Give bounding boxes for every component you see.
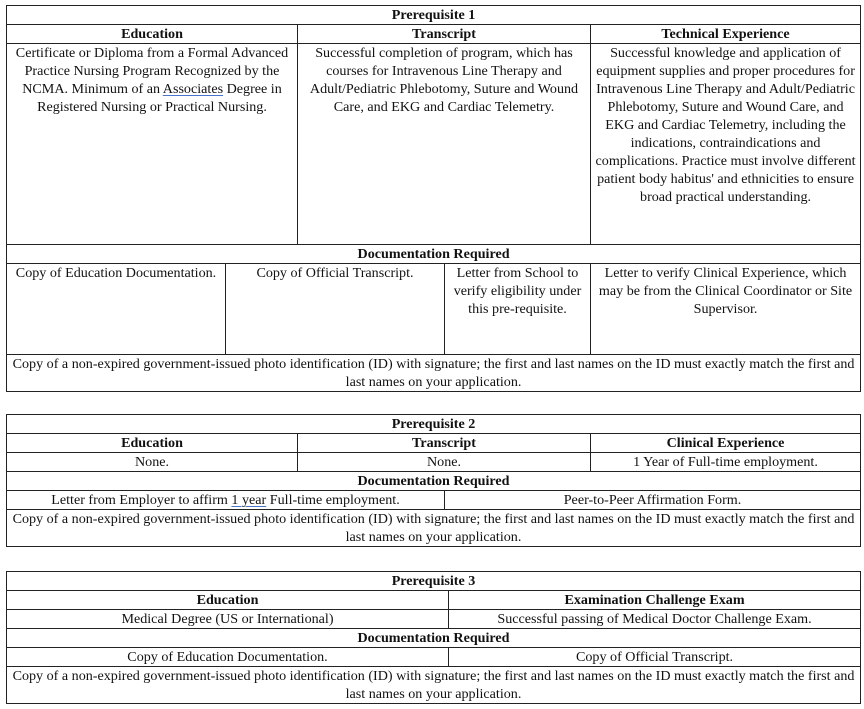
education-header: Education: [7, 434, 298, 453]
technical-experience-requirement: Successful knowledge and application of equipment supplies and proper procedures for Intravenous Line Therapy and Adult/Pediatric Phlebotomy, Suture and Wound Care, and EKG and Cardiac Telemetry, including the indications, contraindications and complications. Practice must involve different patient body habitus' and ethnicities to ensure broad practical understanding.: [591, 44, 861, 245]
doc-school-letter: Letter from School to verify eligibility under this pre-requisite.: [445, 264, 591, 355]
one-year-link: 1 year: [231, 492, 267, 508]
clinical-experience-value: 1 Year of Full-time employment.: [591, 453, 861, 472]
doc-education: Copy of Education Documentation.: [7, 264, 226, 355]
prerequisite-3-title: Prerequisite 3: [7, 572, 861, 591]
doc-clinical-letter: Letter to verify Clinical Experience, which may be from the Clinical Coordinator or Site Supervisor.: [591, 264, 861, 355]
technical-experience-header: Technical Experience: [591, 25, 861, 44]
education-header: Education: [7, 25, 298, 44]
documentation-required-header: Documentation Required: [7, 472, 861, 491]
doc-education: Copy of Education Documentation.: [7, 648, 449, 667]
prerequisite-1-title: Prerequisite 1: [7, 6, 861, 25]
transcript-header: Transcript: [298, 434, 591, 453]
education-value: None.: [7, 453, 298, 472]
id-requirement: Copy of a non-expired government-issued photo identification (ID) with signature; the first and last names on the ID must exactly match the first and last names on your application.: [7, 510, 861, 547]
documentation-required-header: Documentation Required: [7, 245, 861, 264]
doc-employer-letter: Letter from Employer to affirm 1 year Full-time employment.: [7, 491, 445, 510]
prerequisite-3-table: [6, 571, 860, 704]
education-header: Education: [7, 591, 449, 610]
clinical-experience-header: Clinical Experience: [591, 434, 861, 453]
doc-peer-form: Peer-to-Peer Affirmation Form.: [445, 491, 861, 510]
associates-link: Associates: [162, 81, 224, 97]
education-value: Medical Degree (US or International): [7, 610, 449, 629]
prerequisite-2-title: Prerequisite 2: [7, 415, 861, 434]
exam-value: Successful passing of Medical Doctor Challenge Exam.: [449, 610, 861, 629]
documentation-required-header: Documentation Required: [7, 629, 861, 648]
education-requirement: Certificate or Diploma from a Formal Advanced Practice Nursing Program Recognized by the NCMA. Minimum of an Associates Degree in Registered Nursing or Practical Nursing.: [7, 44, 298, 245]
doc-transcript: Copy of Official Transcript.: [226, 264, 445, 355]
exam-header: Examination Challenge Exam: [449, 591, 861, 610]
prerequisite-1-table: [6, 5, 860, 392]
prerequisite-2-table: [6, 414, 860, 547]
transcript-header: Transcript: [298, 25, 591, 44]
id-requirement: Copy of a non-expired government-issued photo identification (ID) with signature; the first and last names on the ID must exactly match the first and last names on your application.: [7, 667, 861, 704]
doc-transcript: Copy of Official Transcript.: [449, 648, 861, 667]
transcript-value: None.: [298, 453, 591, 472]
transcript-requirement: Successful completion of program, which has courses for Intravenous Line Therapy and Adult/Pediatric Phlebotomy, Suture and Wound Care, and EKG and Cardiac Telemetry.: [298, 44, 591, 245]
id-requirement: Copy of a non-expired government-issued photo identification (ID) with signature; the first and last names on the ID must exactly match the first and last names on your application.: [7, 355, 861, 392]
